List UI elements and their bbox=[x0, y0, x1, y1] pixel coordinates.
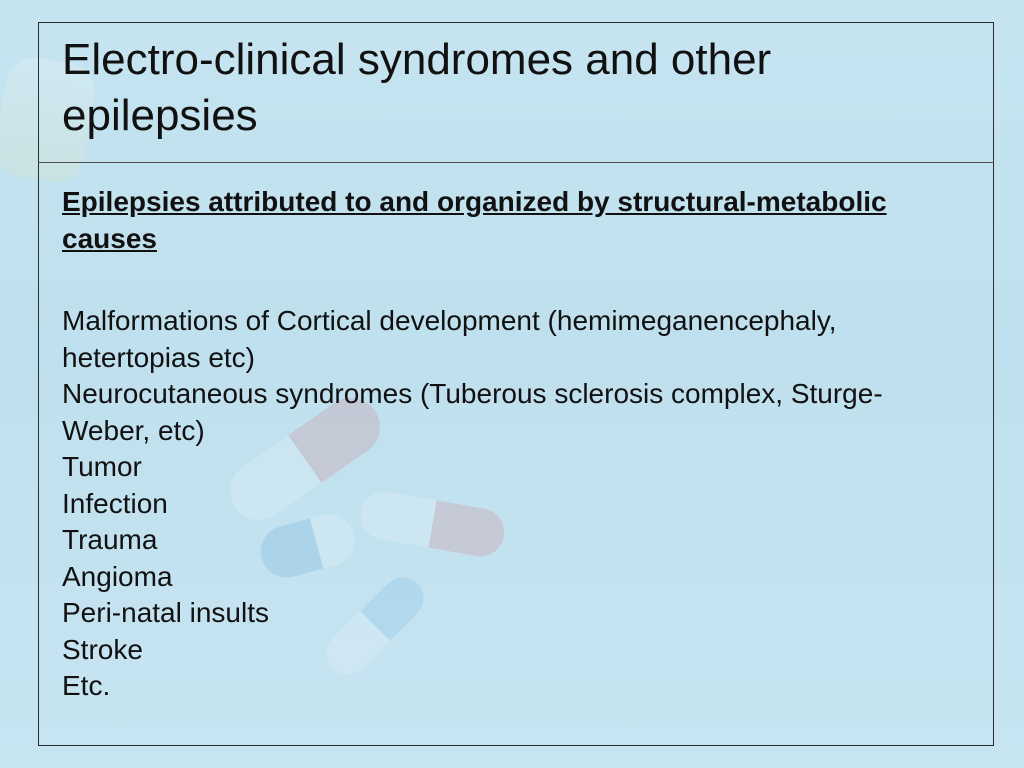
spacer bbox=[62, 257, 962, 303]
list-item: Malformations of Cortical development (hemimeganencephaly, hetertopias etc) bbox=[62, 305, 837, 373]
list-item: Trauma bbox=[62, 524, 158, 555]
cause-list bbox=[62, 303, 962, 705]
list-item: Peri-natal insults bbox=[62, 597, 269, 628]
title-divider bbox=[38, 162, 994, 163]
slide-title: Electro-clinical syndromes and other epilepsies bbox=[62, 35, 772, 140]
list-item: Tumor bbox=[62, 451, 142, 482]
list-item: Stroke bbox=[62, 633, 143, 665]
list-item: Infection bbox=[62, 487, 168, 519]
list-item: Angioma bbox=[62, 560, 173, 592]
list-item: Etc. bbox=[62, 670, 111, 701]
list-item: Neurocutaneous syndromes (Tuberous sclerosis complex, Sturge-Weber, etc) bbox=[62, 378, 883, 446]
section-subtitle: Epilepsies attributed to and organized by structural-metabolic causes bbox=[62, 186, 887, 254]
slide-content bbox=[62, 184, 962, 705]
